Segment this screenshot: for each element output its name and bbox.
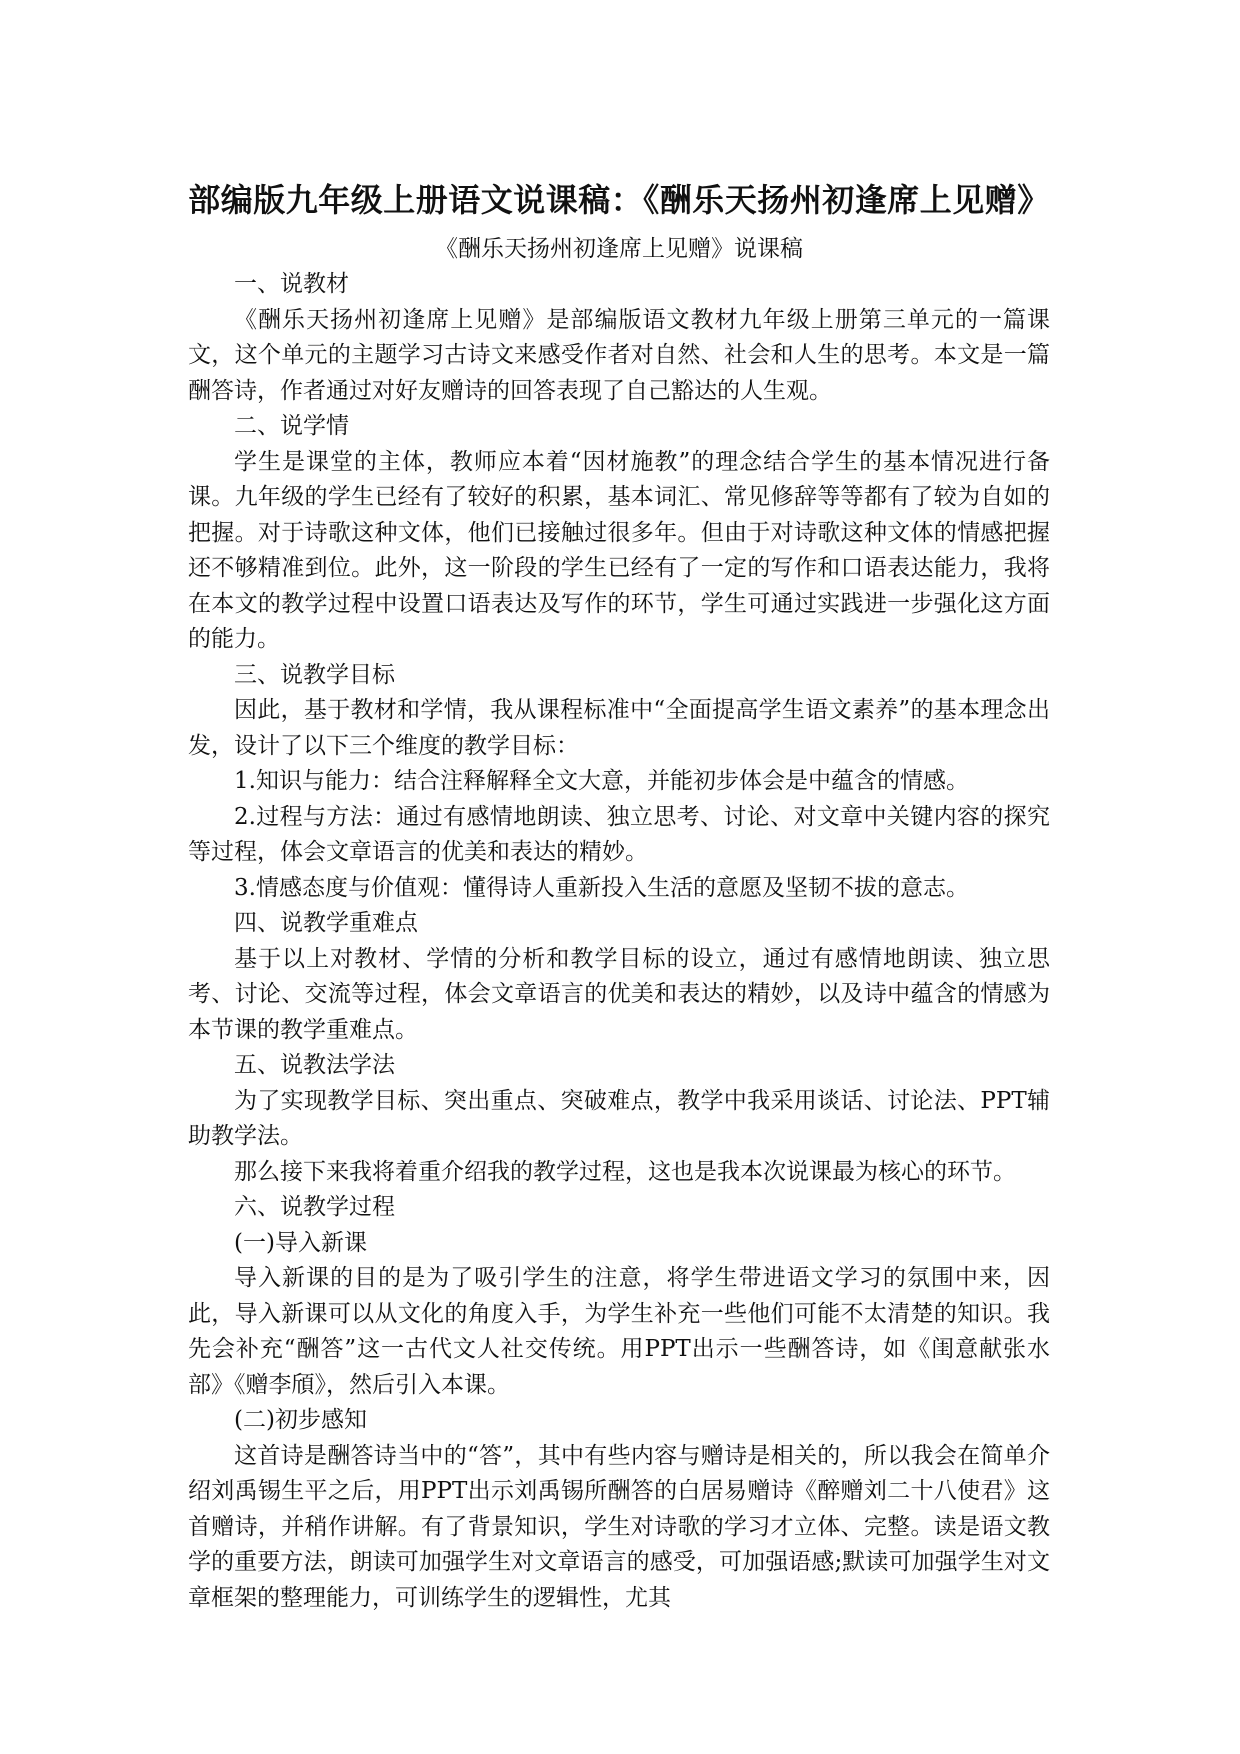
paragraph: 三、说教学目标 (234, 661, 395, 688)
paragraph: 四、说教学重难点 (234, 910, 418, 936)
paragraph: 2.过程与方法：通过有感情地朗读、独立思考、讨论、对文章中关键内容的探究等过程，体会文章语言的优美和表达的精妙。 (188, 803, 1050, 865)
paragraph: 学生是课堂的主体，教师应本着“因材施教”的理念结合学生的基本情况进行备课。九年级的学生已经有了较好的积累，基本词汇、常见修辞等等都有了较为自如的把握。对于诗歌这种文体，他们已接触过很多年。但由于对诗歌这种文体的情感把握还不够精准到位。此外，这一阶段的学生已经有了一定的写作和口语表达能力，我将在本文的教学过程中设置口语表达及写作的环节，学生可通过实践进一步强化这方面的能力。 (188, 448, 1050, 652)
paragraph: 二、说学情 (234, 413, 349, 439)
document-subtitle: 《酬乐天扬州初逢席上见赠》说课稿 (435, 236, 803, 262)
paragraph: 《酬乐天扬州初逢席上见赠》是部编版语文教材九年级上册第三单元的一篇课文，这个单元的主题学习古诗文来感受作者对自然、社会和人生的思考。本文是一篇酬答诗，作者通过对好友赠诗的回答表现了自己豁达的人生观。 (188, 306, 1050, 404)
paragraph: 导入新课的目的是为了吸引学生的注意，将学生带进语文学习的氛围中来，因此，导入新课可以从文化的角度入手，为学生补充一些他们可能不太清楚的知识。我先会补充“酬答”这一古代文人社交传统。用PPT出示一些酬答诗，如《闺意献张水部》《赠李頎》，然后引入本课。 (188, 1265, 1050, 1398)
paragraph: 基于以上对教材、学情的分析和教学目标的设立，通过有感情地朗读、独立思考、讨论、交流等过程，体会文章语言的优美和表达的精妙，以及诗中蕴含的情感为本节课的教学重难点。 (188, 945, 1050, 1043)
paragraph: 那么接下来我将着重介绍我的教学过程，这也是我本次说课最为核心的环节。 (234, 1158, 1016, 1185)
paragraph-list (188, 267, 1050, 1616)
paragraph: 为了实现教学目标、突出重点、突破难点，教学中我采用谈话、讨论法、PPT辅助教学法。 (188, 1087, 1050, 1149)
document-title: 部编版九年级上册语文说课稿：《酬乐天扬州初逢席上见赠》 (188, 181, 1050, 219)
paragraph: 五、说教法学法 (234, 1052, 395, 1078)
paragraph: 六、说教学过程 (234, 1194, 395, 1220)
paragraph: 1.知识与能力：结合注释解释全文大意，并能初步体会是中蕴含的情感。 (234, 768, 969, 794)
paragraph: 3.情感态度与价值观：懂得诗人重新投入生活的意愿及坚韧不拔的意志。 (234, 874, 969, 901)
paragraph: (二)初步感知 (234, 1407, 367, 1433)
paragraph: 这首诗是酬答诗当中的“答”，其中有些内容与赠诗是相关的，所以我会在简单介绍刘禹锡生平之后，用PPT出示刘禹锡所酬答的白居易赠诗《醉赠刘二十八使君》这首赠诗，并稍作讲解。有了背景知识，学生对诗歌的学习才立体、完整。读是语文教学的重要方法，朗读可加强学生对文章语言的感受，可加强语感;默读可加强学生对文章框架的整理能力，可训练学生的逻辑性，尤其 (188, 1442, 1050, 1611)
paragraph: 因此，基于教材和学情，我从课程标准中“全面提高学生语文素养”的基本理念出发，设计了以下三个维度的教学目标： (188, 697, 1050, 759)
document-body (188, 168, 1050, 1616)
paragraph: (一)导入新课 (234, 1229, 367, 1256)
paragraph: 一、说教材 (234, 271, 349, 297)
